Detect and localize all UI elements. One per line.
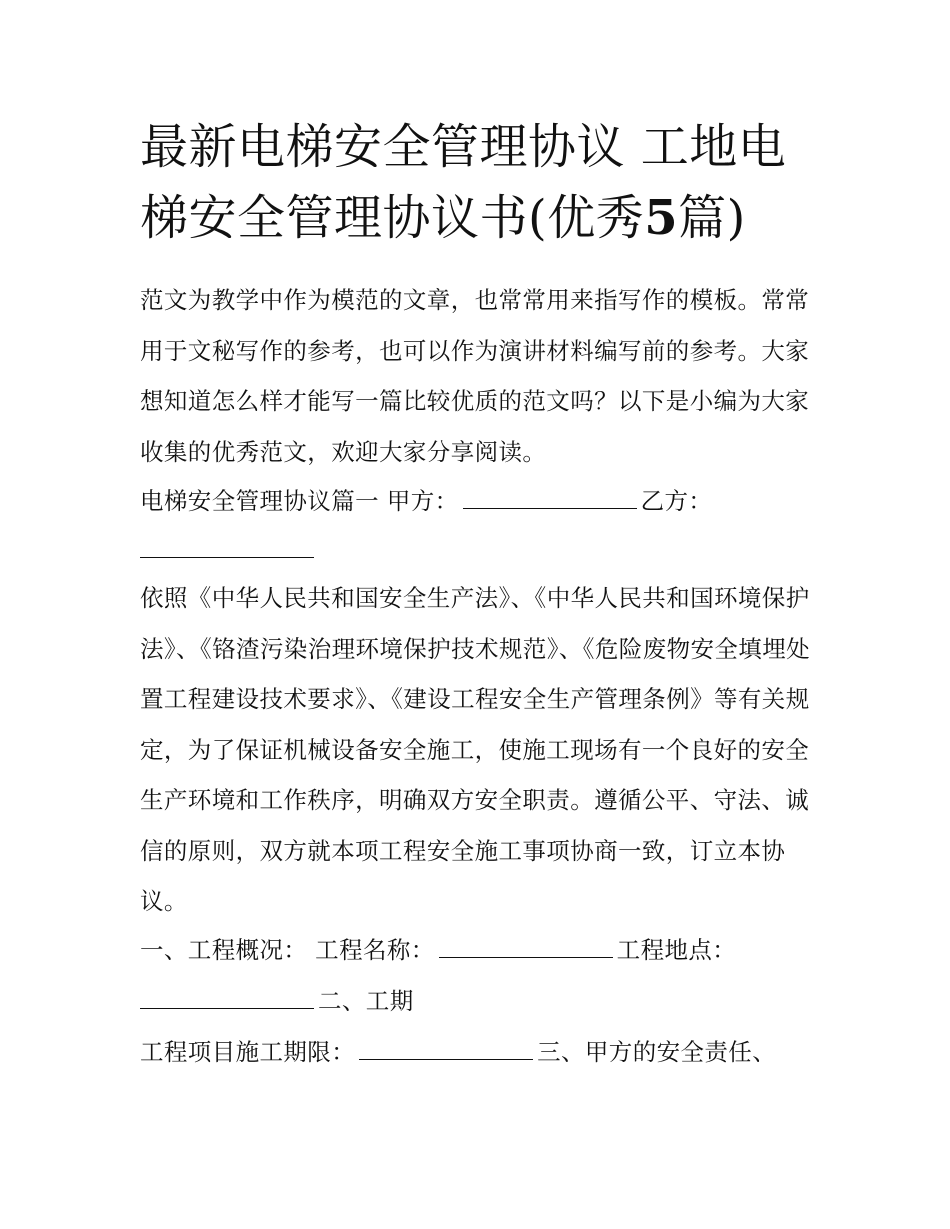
legal-basis-paragraph: 依照《中华人民共和国安全生产法》、《中华人民共和国环境保护法》、《铬渣污染治理环境保护技术规范》、《危险废物安全填埋处置工程建设技术要求》、《建设工程安全生产管理条例》等有关规定，为了保证机械设备安全施工，使施工现场有一个良好的安全生产环境和工作秩序，明确双方安全职责。遵循公平、守法、诚信的原则，双方就本项工程安全施工事项协商一致，订立本协议。 <box>140 584 810 915</box>
title-text-part1: 最新电梯安全管理协议 工地电梯安全管理协议书(优秀 <box>140 119 787 246</box>
project-name-blank <box>439 939 613 958</box>
title-text-part2: 篇) <box>678 190 746 246</box>
project-location-blank <box>140 990 314 1009</box>
document-title <box>140 112 820 254</box>
party-b-blank <box>140 527 314 558</box>
period-heading: 二、工期 <box>318 986 414 1015</box>
party-b-label: 乙方： <box>640 487 713 515</box>
parties-paragraph <box>140 476 820 558</box>
project-name-label: 一、工程概况： 工程名称： <box>140 936 435 964</box>
title-number: 5 <box>644 190 679 246</box>
project-period-paragraph <box>140 1027 820 1078</box>
party-a-duty-heading: 三、甲方的安全责任、 <box>537 1038 777 1066</box>
party-a-blank <box>463 490 637 509</box>
project-location-label: 工程地点： <box>616 936 737 964</box>
intro-paragraph: 范文为教学中作为模范的文章，也常常用来指写作的模板。常常用于文秘写作的参考，也可以作为演讲材料编写前的参考。大家想知道怎么样才能写一篇比较优质的范文吗？以下是小编为大家收集的优秀范文，欢迎大家分享阅读。 <box>140 286 810 466</box>
period-blank <box>359 1041 533 1060</box>
party-a-label: 电梯安全管理协议篇一 甲方： <box>140 487 459 515</box>
period-label: 工程项目施工期限： <box>140 1038 356 1066</box>
project-overview-paragraph <box>140 925 820 1026</box>
